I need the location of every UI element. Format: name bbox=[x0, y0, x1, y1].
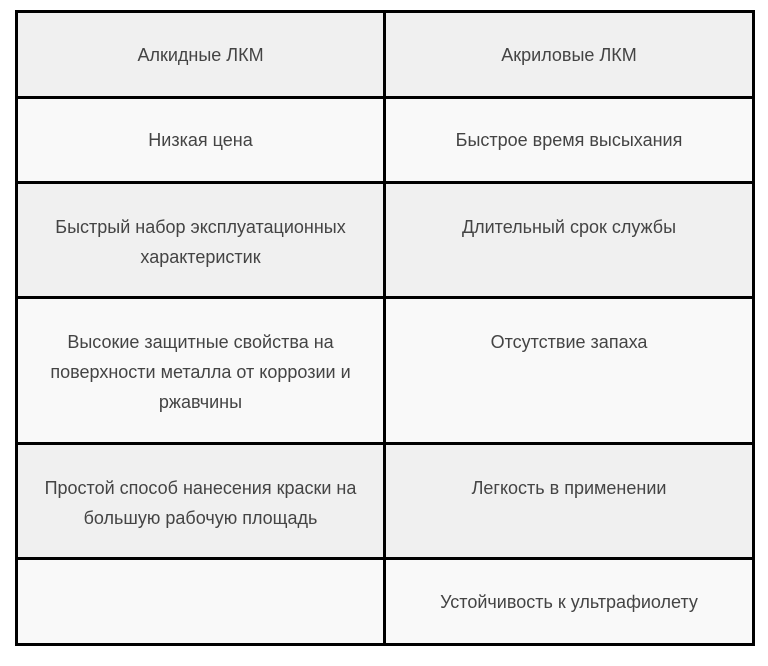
table-row bbox=[17, 183, 754, 298]
table-row bbox=[17, 444, 754, 559]
table-row bbox=[17, 98, 754, 183]
cell-acrylic: Отсутствие запаха bbox=[385, 298, 754, 444]
cell-alkyd: Быстрый набор эксплуатационных характеристик bbox=[17, 183, 385, 298]
cell-alkyd bbox=[17, 559, 385, 645]
comparison-table-container bbox=[15, 10, 755, 646]
cell-acrylic: Легкость в применении bbox=[385, 444, 754, 559]
header-acrylic: Акриловые ЛКМ bbox=[385, 12, 754, 98]
table-header-row bbox=[17, 12, 754, 98]
cell-acrylic: Длительный срок службы bbox=[385, 183, 754, 298]
cell-alkyd: Простой способ нанесения краски на большую рабочую площадь bbox=[17, 444, 385, 559]
header-alkyd: Алкидные ЛКМ bbox=[17, 12, 385, 98]
table-row bbox=[17, 559, 754, 645]
cell-alkyd: Высокие защитные свойства на поверхности металла от коррозии и ржавчины bbox=[17, 298, 385, 444]
table-row bbox=[17, 298, 754, 444]
cell-acrylic: Быстрое время высыхания bbox=[385, 98, 754, 183]
cell-acrylic: Устойчивость к ультрафиолету bbox=[385, 559, 754, 645]
comparison-table bbox=[15, 10, 755, 646]
cell-alkyd: Низкая цена bbox=[17, 98, 385, 183]
